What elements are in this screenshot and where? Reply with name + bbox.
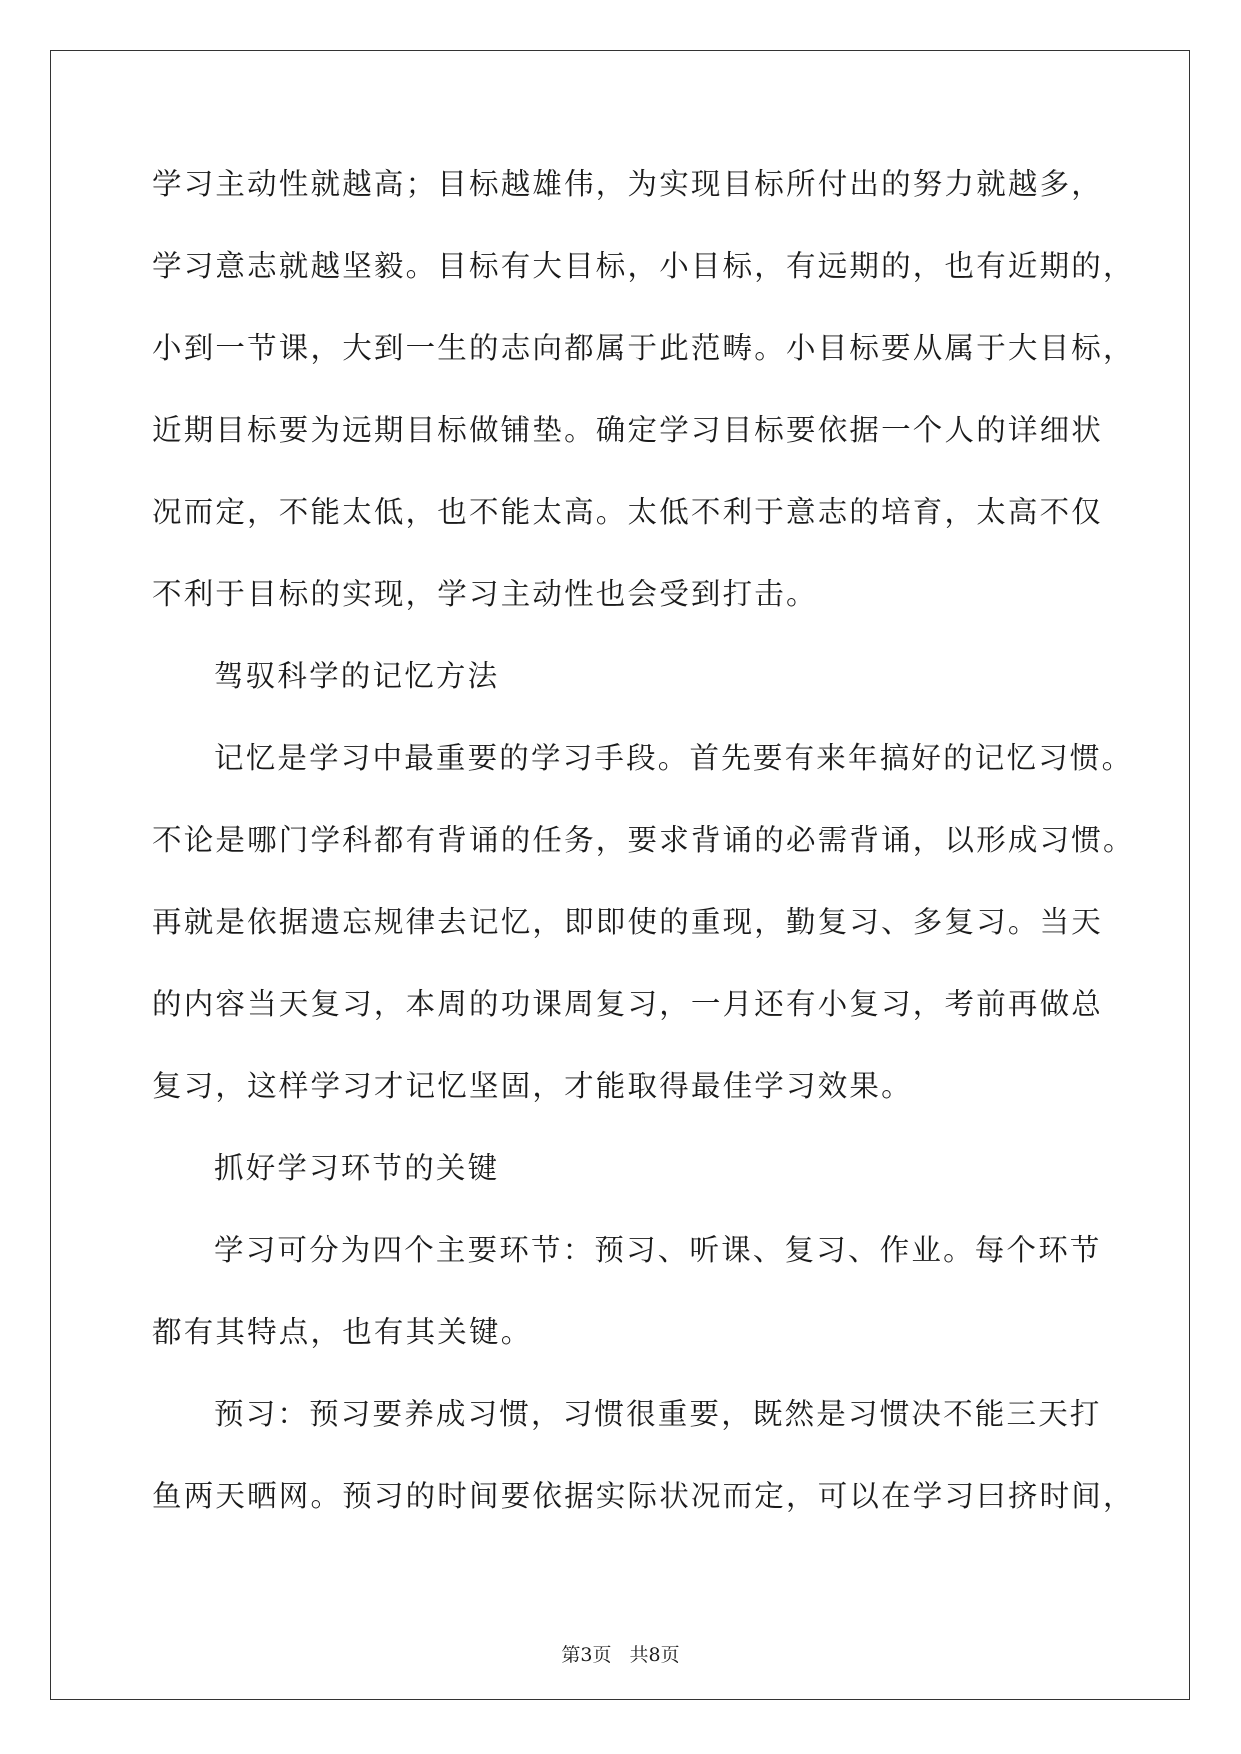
text-line: 记忆是学习中最重要的学习手段。首先要有来年搞好的记忆习惯。 (214, 741, 1134, 775)
page-number: 第3页 (561, 1644, 612, 1666)
text-line: 预习：预习要养成习惯，习惯很重要，既然是习惯决不能三天打 (214, 1397, 1102, 1431)
text-line: 不论是哪门学科都有背诵的任务，要求背诵的必需背诵，以形成习惯。 (152, 823, 1135, 857)
text-line: 都有其特点，也有其关键。 (152, 1315, 533, 1349)
text-line: 况而定，不能太低，也不能太高。太低不利于意志的培育，太高不仅 (152, 495, 1104, 529)
text-line: 近期目标要为远期目标做铺垫。确定学习目标要依据一个人的详细状 (152, 413, 1104, 447)
text-line: 鱼两天晒网。预习的时间要依据实际状况而定，可以在学习曰挤时间， (152, 1479, 1135, 1513)
text-line: 学习可分为四个主要环节：预习、听课、复习、作业。每个环节 (214, 1233, 1102, 1267)
text-line: 学习主动性就越高；目标越雄伟，为实现目标所付出的努力就越多， (152, 167, 1104, 201)
document-body (152, 162, 1135, 1556)
page-footer (0, 1640, 1241, 1667)
section-heading: 抓好学习环节的关键 (214, 1151, 500, 1185)
section-heading: 驾驭科学的记忆方法 (214, 659, 500, 693)
page-total: 共8页 (629, 1644, 680, 1666)
text-line: 小到一节课，大到一生的志向都属于此范畴。小目标要从属于大目标， (152, 331, 1135, 365)
text-line: 再就是依据遗忘规律去记忆，即即使的重现，勤复习、多复习。当天 (152, 905, 1104, 939)
text-line: 复习，这样学习才记忆坚固，才能取得最佳学习效果。 (152, 1069, 913, 1103)
text-line: 学习意志就越坚毅。目标有大目标，小目标，有远期的，也有近期的， (152, 249, 1135, 283)
text-line: 不利于目标的实现，学习主动性也会受到打击。 (152, 577, 818, 611)
text-line: 的内容当天复习，本周的功课周复习，一月还有小复习，考前再做总 (152, 987, 1104, 1021)
